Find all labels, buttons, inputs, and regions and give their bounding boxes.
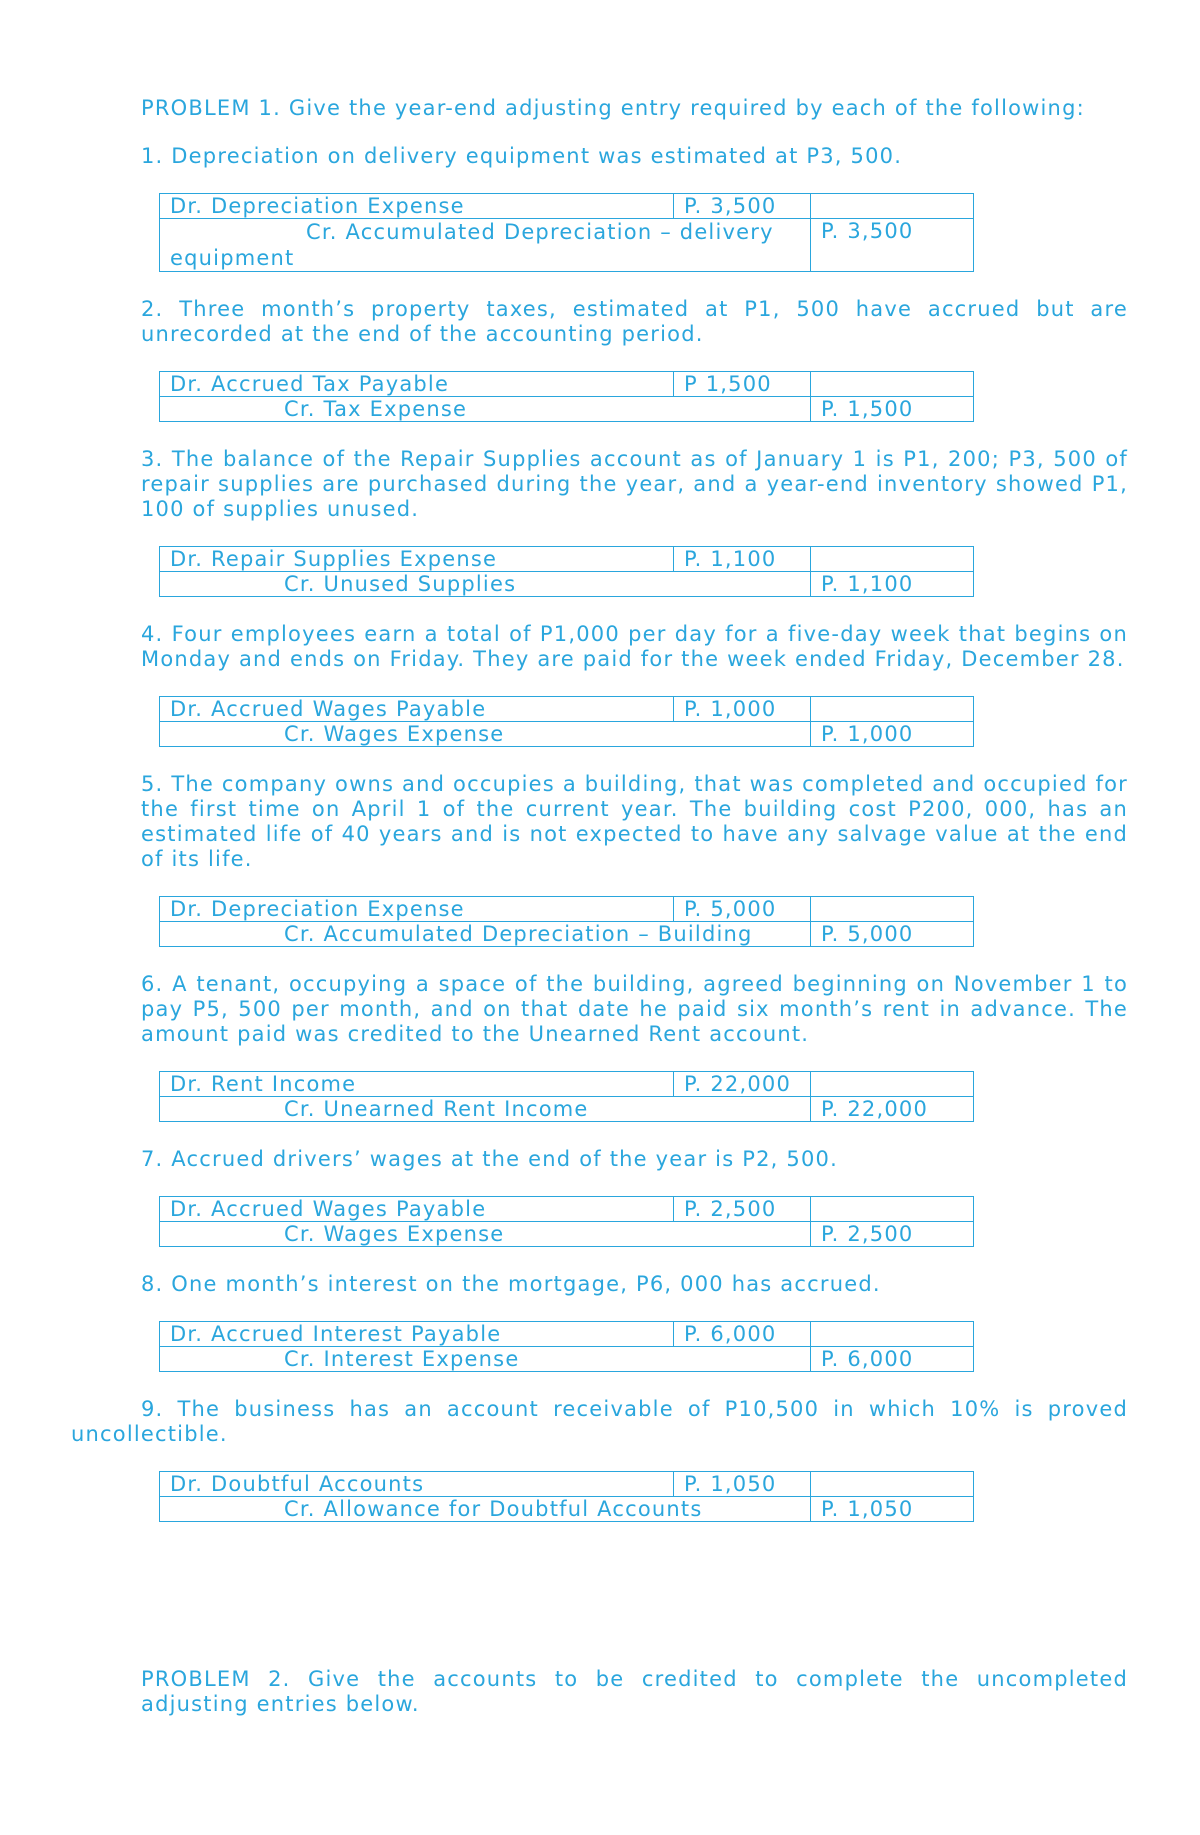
credit-account: Cr. Tax Expense [160,397,811,422]
credit-row [160,1097,974,1122]
problem1-heading: PROBLEM 1. Give the year-end adjusting entry required by each of the following: [141,96,1085,120]
debit-amount: P. 22,000 [674,1072,811,1097]
debit-account: Dr. Accrued Wages Payable [160,697,674,722]
credit-amount: P. 1,100 [811,572,974,597]
entry-8-table [159,1321,974,1372]
debit-amount: P. 2,500 [674,1197,811,1222]
credit-amount-empty [811,697,974,722]
debit-account: Dr. Rent Income [160,1072,674,1097]
debit-account: Dr. Doubtful Accounts [160,1472,674,1497]
item-8-text: 8. One month’s interest on the mortgage, P6, 000 has accrued. [141,1272,881,1296]
entry-2-table [159,371,974,422]
entry-9-table [159,1471,974,1522]
problem2-heading: PROBLEM 2. Give the accounts to be credited to complete the uncompleted adjusting entries below. [141,1667,1128,1716]
entry-6-table [159,1071,974,1122]
debit-amount: P. 1,000 [674,697,811,722]
credit-account: Cr. Interest Expense [160,1347,811,1372]
item-2-text: 2. Three month’s property taxes, estimated at P1, 500 have accrued but are unrecorded at the end of the accounting period. [141,297,1128,346]
credit-amount-empty [811,194,974,219]
debit-account: Dr. Accrued Interest Payable [160,1322,674,1347]
credit-amount: P. 3,500 [811,219,974,272]
debit-account: Dr. Accrued Tax Payable [160,372,674,397]
credit-row [160,922,974,947]
debit-account: Dr. Repair Supplies Expense [160,547,674,572]
credit-amount-empty [811,372,974,397]
item-5-text: 5. The company owns and occupies a building, that was completed and occupied for the first time on April 1 of the current year. The building cost P200, 000, has an estimated life of 40 years and is not expected to have any salvage value at the end of its life. [141,772,1128,871]
credit-amount-empty [811,1472,974,1497]
item-4-text: 4. Four employees earn a total of P1,000 per day for a five-day week that begins on Monday and ends on Friday. They are paid for the week ended Friday, December 28. [141,622,1128,671]
credit-amount-empty [811,1197,974,1222]
document-page [71,96,1128,1741]
item-7-text: 7. Accrued drivers’ wages at the end of the year is P2, 500. [141,1147,838,1171]
debit-amount: P. 5,000 [674,897,811,922]
debit-account: Dr. Depreciation Expense [160,194,674,219]
debit-amount: P. 6,000 [674,1322,811,1347]
credit-account: Cr. Wages Expense [160,722,811,747]
debit-amount: P. 3,500 [674,194,811,219]
debit-row [160,372,974,397]
debit-row [160,897,974,922]
credit-account: Cr. Unused Supplies [160,572,811,597]
credit-amount: P. 5,000 [811,922,974,947]
credit-row [160,397,974,422]
entry-3-table [159,546,974,597]
item-3-text: 3. The balance of the Repair Supplies account as of January 1 is P1, 200; P3, 500 of repair supplies are purchased during the year, and a year-end inventory showed P1, 100 of supplies unused. [141,447,1128,521]
credit-amount-empty [811,1072,974,1097]
item-6-text: 6. A tenant, occupying a space of the building, agreed beginning on November 1 to pay P5, 500 per month, and on that date he paid six month’s rent in advance. The amount paid was credited to the Unearned Rent account. [141,972,1128,1046]
debit-row [160,697,974,722]
debit-row [160,547,974,572]
credit-amount-empty [811,897,974,922]
credit-amount: P. 22,000 [811,1097,974,1122]
debit-row [160,194,974,219]
entry-7-table [159,1196,974,1247]
item-1-text: 1. Depreciation on delivery equipment was estimated at P3, 500. [141,144,903,168]
entry-1-table [159,193,974,272]
debit-amount: P. 1,050 [674,1472,811,1497]
credit-account: Cr. Wages Expense [160,1222,811,1247]
credit-row [160,1497,974,1522]
debit-row [160,1072,974,1097]
debit-account: Dr. Accrued Wages Payable [160,1197,674,1222]
credit-amount: P. 1,050 [811,1497,974,1522]
credit-row [160,1347,974,1372]
debit-amount: P. 1,100 [674,547,811,572]
entry-4-table [159,696,974,747]
credit-amount: P. 6,000 [811,1347,974,1372]
credit-amount: P. 1,000 [811,722,974,747]
credit-row [160,219,974,272]
section-gap [141,1547,1128,1667]
debit-row [160,1197,974,1222]
debit-row [160,1322,974,1347]
debit-account: Dr. Depreciation Expense [160,897,674,922]
credit-row [160,722,974,747]
credit-account: Cr. Allowance for Doubtful Accounts [160,1497,811,1522]
credit-amount-empty [811,1322,974,1347]
debit-amount: P 1,500 [674,372,811,397]
credit-amount-empty [811,547,974,572]
credit-account: Cr. Unearned Rent Income [160,1097,811,1122]
credit-account-cell [160,219,811,272]
debit-row [160,1472,974,1497]
credit-amount: P. 1,500 [811,397,974,422]
credit-amount: P. 2,500 [811,1222,974,1247]
credit-row [160,572,974,597]
item-9-text: 9. The business has an account receivable of P10,500 in which 10% is proved uncollectible. [71,1397,1128,1446]
credit-account: Cr. Accumulated Depreciation – Building [160,922,811,947]
credit-account: Cr. Accumulated Depreciation – delivery equipment [170,220,774,270]
credit-row [160,1222,974,1247]
entry-5-table [159,896,974,947]
